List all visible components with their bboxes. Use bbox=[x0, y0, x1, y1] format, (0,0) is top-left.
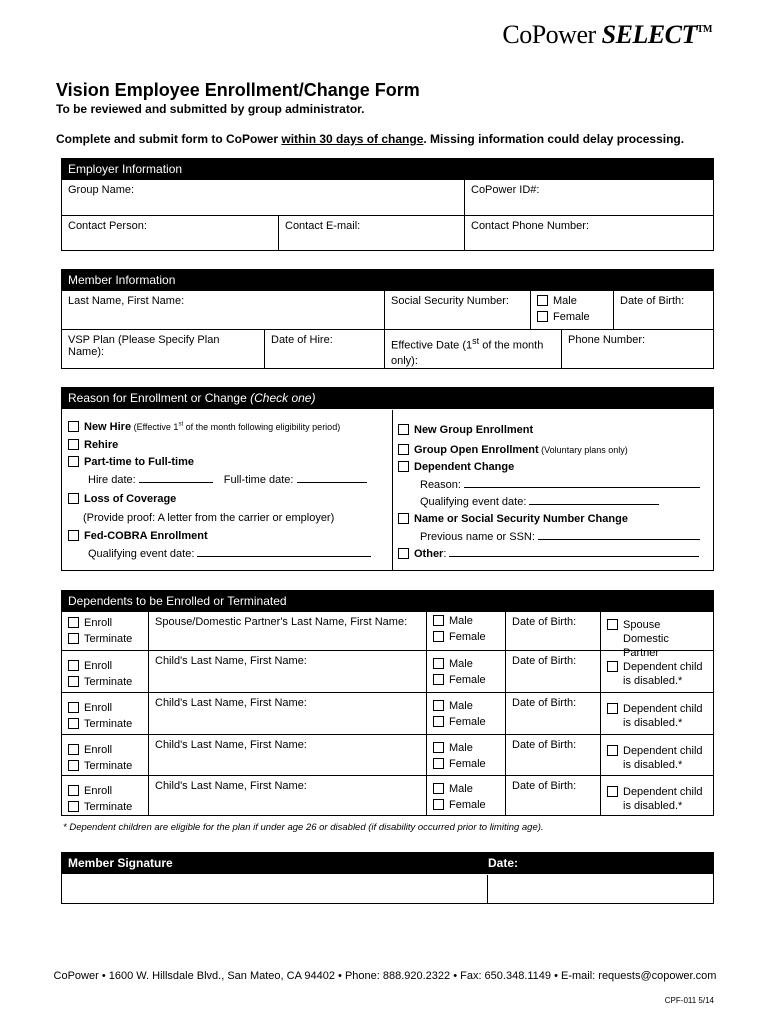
group-open-checkbox[interactable] bbox=[398, 444, 409, 455]
dependent-gender bbox=[426, 612, 505, 650]
rehire-checkbox[interactable] bbox=[68, 439, 79, 450]
group-open-note: (Voluntary plans only) bbox=[538, 445, 628, 455]
logo-brand: CoPower bbox=[502, 20, 596, 49]
dependent-female-label: Female bbox=[449, 631, 486, 643]
dependent-female-checkbox[interactable] bbox=[433, 716, 444, 727]
enroll-label: Enroll bbox=[84, 744, 113, 756]
dependent-disabled-checkbox[interactable] bbox=[607, 703, 618, 714]
dependents-header: Dependents to be Enrolled or Terminated bbox=[62, 591, 713, 612]
child-name-field[interactable] bbox=[148, 735, 426, 775]
enroll-checkbox[interactable] bbox=[68, 660, 79, 671]
copower-id-label: CoPower ID#: bbox=[471, 184, 540, 196]
dependent-gender bbox=[426, 735, 505, 775]
ssn-field[interactable] bbox=[384, 291, 530, 329]
terminate-checkbox[interactable] bbox=[68, 718, 79, 729]
enroll-label: Enroll bbox=[84, 660, 113, 672]
signature-date-label: Date: bbox=[488, 856, 519, 870]
dependent-qualifying-event-line[interactable] bbox=[529, 496, 659, 505]
dependents-footnote: * Dependent children are eligible for the plan if under age 26 or disabled (if disability occurred prior to limiting age). bbox=[63, 822, 544, 833]
dependent-dob-field[interactable] bbox=[505, 776, 600, 816]
member-name-label: Last Name, First Name: bbox=[68, 295, 185, 307]
employer-information-section bbox=[61, 158, 714, 251]
signature-date-field[interactable] bbox=[487, 875, 713, 903]
child-name-field[interactable] bbox=[148, 651, 426, 692]
enroll-label: Enroll bbox=[84, 785, 113, 797]
dependent-male-checkbox[interactable] bbox=[433, 615, 444, 626]
member-signature-field[interactable] bbox=[62, 875, 487, 903]
terminate-checkbox[interactable] bbox=[68, 801, 79, 812]
fed-cobra-checkbox[interactable] bbox=[68, 530, 79, 541]
child-name-label: Child's Last Name, First Name: bbox=[155, 780, 307, 792]
child-name-label: Child's Last Name, First Name: bbox=[155, 655, 307, 667]
dependent-child-label: Dependent child bbox=[623, 786, 703, 798]
effective-date-label-post: of the month only): bbox=[391, 339, 544, 367]
child-name-label: Child's Last Name, First Name: bbox=[155, 739, 307, 751]
dependent-child-label: Dependent child bbox=[623, 703, 703, 715]
spouse-checkbox[interactable] bbox=[607, 619, 618, 630]
dependents-rows bbox=[62, 612, 713, 816]
new-hire-label: New Hire bbox=[84, 421, 132, 433]
dependent-dob-label: Date of Birth: bbox=[512, 655, 577, 667]
reason-part-to-full bbox=[68, 456, 194, 468]
member-female-checkbox[interactable] bbox=[537, 311, 548, 322]
part-to-full-checkbox[interactable] bbox=[68, 456, 79, 467]
terminate-label: Terminate bbox=[84, 801, 133, 813]
cobra-qualifying-event-label: Qualifying event date: bbox=[88, 548, 195, 560]
reason-rehire bbox=[68, 439, 118, 451]
reason-fed-cobra bbox=[68, 530, 208, 542]
disabled-choice bbox=[600, 651, 713, 692]
dependent-row bbox=[62, 650, 713, 692]
enroll-checkbox[interactable] bbox=[68, 702, 79, 713]
enroll-terminate-choice bbox=[62, 776, 148, 816]
logo-select: SELECT bbox=[601, 20, 697, 49]
reason-hire-date-line[interactable] bbox=[139, 474, 213, 483]
copower-select-logo bbox=[502, 20, 712, 50]
loss-of-coverage-label: Loss of Coverage bbox=[84, 493, 177, 505]
dependent-disabled-checkbox[interactable] bbox=[607, 745, 618, 756]
reason-group-open bbox=[398, 444, 628, 456]
employer-information-header: Employer Information bbox=[62, 159, 713, 180]
is-disabled-label: is disabled.* bbox=[623, 759, 683, 771]
dependents-section bbox=[61, 590, 714, 816]
contact-person-field[interactable] bbox=[62, 216, 278, 250]
dependent-female-checkbox[interactable] bbox=[433, 674, 444, 685]
dependent-female-label: Female bbox=[449, 716, 486, 728]
name-ssn-change-checkbox[interactable] bbox=[398, 513, 409, 524]
reason-name-ssn-change bbox=[398, 513, 628, 525]
contact-email-field[interactable] bbox=[278, 216, 464, 250]
dependent-dob-label: Date of Birth: bbox=[512, 739, 577, 751]
fed-cobra-label: Fed-COBRA Enrollment bbox=[84, 530, 208, 542]
dependent-gender bbox=[426, 776, 505, 816]
reason-header bbox=[62, 388, 713, 409]
enroll-terminate-choice bbox=[62, 612, 148, 650]
rehire-label: Rehire bbox=[84, 439, 119, 451]
reason-divider bbox=[392, 410, 393, 570]
dependent-female-label: Female bbox=[449, 799, 486, 811]
new-hire-note-pre: (Effective 1 bbox=[131, 422, 179, 432]
dependent-row bbox=[62, 775, 713, 816]
enroll-terminate-choice bbox=[62, 693, 148, 734]
other-label: Other bbox=[414, 548, 444, 560]
enroll-terminate-choice bbox=[62, 651, 148, 692]
instructions-post: . Missing information could delay processing. bbox=[423, 132, 685, 146]
vsp-plan-field[interactable] bbox=[62, 330, 264, 368]
dependent-row bbox=[62, 734, 713, 775]
reason-new-hire bbox=[68, 421, 340, 433]
disabled-choice bbox=[600, 693, 713, 734]
logo-tm: TM bbox=[696, 24, 712, 35]
dependent-male-label: Male bbox=[449, 658, 473, 670]
name-ssn-change-label: Name or Social Security Number Change bbox=[414, 513, 628, 525]
dependent-female-label: Female bbox=[449, 758, 486, 770]
new-group-label: New Group Enrollment bbox=[414, 424, 534, 436]
contact-phone-label: Contact Phone Number: bbox=[471, 220, 590, 232]
group-name-field[interactable] bbox=[62, 180, 464, 215]
footer-contact: CoPower • 1600 W. Hillsdale Blvd., San Mateo, CA 94402 • Phone: 888.920.2322 • Fax: 650.348.1149 • E-mail: requests@copower.com bbox=[53, 970, 717, 982]
previous-name-ssn-line[interactable] bbox=[538, 531, 700, 540]
signature-header bbox=[62, 853, 713, 874]
dependent-male-label: Male bbox=[449, 700, 473, 712]
form-number: CPF-011 5/14 bbox=[664, 996, 714, 1005]
member-gender bbox=[530, 291, 613, 329]
dependent-change-label: Dependent Change bbox=[414, 461, 515, 473]
reason-section bbox=[61, 387, 714, 571]
dependent-change-reason bbox=[420, 479, 700, 491]
cobra-qualifying-event bbox=[88, 548, 371, 560]
new-hire-note-sup: st bbox=[178, 421, 184, 428]
previous-name-ssn-label: Previous name or SSN: bbox=[420, 531, 535, 543]
disabled-choice bbox=[600, 735, 713, 775]
new-hire-note-post: of the month following eligibility period) bbox=[183, 422, 341, 432]
dependent-row bbox=[62, 612, 713, 659]
contact-phone-field[interactable] bbox=[464, 216, 713, 250]
dependent-male-checkbox[interactable] bbox=[433, 658, 444, 669]
full-time-date-line[interactable] bbox=[297, 474, 367, 483]
dependent-dob-field[interactable] bbox=[505, 612, 600, 650]
child-name-field[interactable] bbox=[148, 776, 426, 816]
enroll-label: Enroll bbox=[84, 702, 113, 714]
ssn-label: Social Security Number: bbox=[391, 295, 509, 307]
effective-date-label-sup: st bbox=[472, 336, 480, 346]
dependent-disabled-checkbox[interactable] bbox=[607, 661, 618, 672]
vsp-plan-label: VSP Plan (Please Specify Plan Name): bbox=[68, 334, 220, 358]
member-dob-field[interactable] bbox=[613, 291, 713, 329]
disabled-choice bbox=[600, 776, 713, 816]
new-group-checkbox[interactable] bbox=[398, 424, 409, 435]
member-dob-label: Date of Birth: bbox=[620, 295, 685, 307]
member-male-checkbox[interactable] bbox=[537, 295, 548, 306]
dependent-dob-field[interactable] bbox=[505, 735, 600, 775]
part-to-full-label: Part-time to Full-time bbox=[84, 456, 195, 468]
contact-email-label: Contact E-mail: bbox=[285, 220, 361, 232]
new-hire-checkbox[interactable] bbox=[68, 421, 79, 432]
domestic-partner-label: Domestic Partner bbox=[623, 633, 669, 659]
spouse-name-field[interactable] bbox=[148, 612, 426, 650]
enroll-terminate-choice bbox=[62, 735, 148, 775]
full-time-date-label: Full-time date: bbox=[223, 474, 294, 486]
reason-header-check-one: (Check one) bbox=[250, 391, 316, 405]
member-female-label: Female bbox=[553, 311, 590, 323]
relationship-choice bbox=[600, 612, 713, 659]
reason-new-group bbox=[398, 424, 533, 436]
hire-date-field[interactable] bbox=[264, 330, 384, 368]
child-name-label: Child's Last Name, First Name: bbox=[155, 697, 307, 709]
employer-row-1 bbox=[62, 180, 713, 215]
member-male-label: Male bbox=[553, 295, 577, 307]
loss-of-coverage-checkbox[interactable] bbox=[68, 493, 79, 504]
dependent-dob-label: Date of Birth: bbox=[512, 697, 577, 709]
form-title: Vision Employee Enrollment/Change Form bbox=[56, 80, 420, 100]
dependent-qualifying-event bbox=[420, 496, 659, 508]
dependent-female-label: Female bbox=[449, 674, 486, 686]
dependent-change-checkbox[interactable] bbox=[398, 461, 409, 472]
is-disabled-label: is disabled.* bbox=[623, 800, 683, 812]
member-signature-label: Member Signature bbox=[68, 856, 173, 870]
is-disabled-label: is disabled.* bbox=[623, 717, 683, 729]
form-subtitle: To be reviewed and submitted by group administrator. bbox=[56, 102, 365, 116]
terminate-checkbox[interactable] bbox=[68, 676, 79, 687]
reason-dependent-change bbox=[398, 461, 514, 473]
enroll-checkbox[interactable] bbox=[68, 785, 79, 796]
terminate-label: Terminate bbox=[84, 760, 133, 772]
group-name-label: Group Name: bbox=[68, 184, 135, 196]
dependent-dob-label: Date of Birth: bbox=[512, 780, 577, 792]
dependent-gender bbox=[426, 693, 505, 734]
dependent-disabled-checkbox[interactable] bbox=[607, 786, 618, 797]
group-open-label: Group Open Enrollment bbox=[414, 444, 539, 456]
dependent-female-checkbox[interactable] bbox=[433, 799, 444, 810]
dependent-female-checkbox[interactable] bbox=[433, 631, 444, 642]
dependent-gender bbox=[426, 651, 505, 692]
member-name-field[interactable] bbox=[62, 291, 384, 329]
contact-person-label: Contact Person: bbox=[68, 220, 147, 232]
effective-date-label-pre: Effective Date (1 bbox=[391, 339, 473, 352]
instructions bbox=[56, 132, 684, 146]
dependent-female-checkbox[interactable] bbox=[433, 758, 444, 769]
previous-name-ssn bbox=[420, 531, 700, 543]
terminate-label: Terminate bbox=[84, 676, 133, 688]
enroll-checkbox[interactable] bbox=[68, 617, 79, 628]
dependent-row bbox=[62, 692, 713, 734]
member-row-1 bbox=[62, 291, 713, 329]
member-row-2 bbox=[62, 329, 713, 368]
dependent-change-reason-line[interactable] bbox=[464, 479, 700, 488]
dependent-male-checkbox[interactable] bbox=[433, 700, 444, 711]
reason-loss-of-coverage bbox=[68, 493, 176, 505]
other-colon: : bbox=[443, 548, 447, 560]
spouse-label: Spouse bbox=[623, 619, 661, 631]
dependent-dob-field[interactable] bbox=[505, 651, 600, 692]
dependent-dob-label: Date of Birth: bbox=[512, 616, 577, 628]
hire-date-label: Date of Hire: bbox=[271, 334, 333, 346]
member-information-header: Member Information bbox=[62, 270, 713, 291]
dependent-male-checkbox[interactable] bbox=[433, 783, 444, 794]
other-checkbox[interactable] bbox=[398, 548, 409, 559]
member-phone-field[interactable] bbox=[561, 330, 713, 368]
dependent-change-reason-label: Reason: bbox=[420, 479, 461, 491]
dependent-child-label: Dependent child bbox=[623, 745, 703, 757]
terminate-label: Terminate bbox=[84, 633, 133, 645]
terminate-checkbox[interactable] bbox=[68, 633, 79, 644]
dependent-male-checkbox[interactable] bbox=[433, 742, 444, 753]
reason-hire-date-label: Hire date: bbox=[88, 474, 136, 486]
enroll-label: Enroll bbox=[84, 617, 113, 629]
copower-id-field[interactable] bbox=[464, 180, 713, 215]
dependent-child-label: Dependent child bbox=[623, 661, 703, 673]
signature-section bbox=[61, 852, 714, 904]
terminate-checkbox[interactable] bbox=[68, 760, 79, 771]
is-disabled-label: is disabled.* bbox=[623, 675, 683, 687]
cobra-qualifying-event-line[interactable] bbox=[197, 548, 371, 557]
reason-hire-dates bbox=[88, 474, 367, 486]
employer-row-2 bbox=[62, 215, 713, 250]
member-phone-label: Phone Number: bbox=[568, 334, 646, 346]
dependent-male-label: Male bbox=[449, 783, 473, 795]
instructions-pre: Complete and submit form to CoPower bbox=[56, 132, 282, 146]
spouse-name-label: Spouse/Domestic Partner's Last Name, First Name: bbox=[155, 616, 408, 628]
instructions-deadline: within 30 days of change bbox=[281, 132, 424, 146]
reason-other bbox=[398, 548, 699, 560]
dependent-dob-field[interactable] bbox=[505, 693, 600, 734]
dependent-male-label: Male bbox=[449, 615, 473, 627]
child-name-field[interactable] bbox=[148, 693, 426, 734]
provide-proof-note: (Provide proof: A letter from the carrier or employer) bbox=[83, 512, 335, 524]
dependent-male-label: Male bbox=[449, 742, 473, 754]
terminate-label: Terminate bbox=[84, 718, 133, 730]
effective-date-field[interactable] bbox=[384, 330, 561, 368]
member-information-section bbox=[61, 269, 714, 369]
other-line[interactable] bbox=[449, 548, 699, 557]
reason-header-text: Reason for Enrollment or Change bbox=[68, 391, 251, 405]
enroll-checkbox[interactable] bbox=[68, 744, 79, 755]
dependent-qualifying-event-label: Qualifying event date: bbox=[420, 496, 527, 508]
